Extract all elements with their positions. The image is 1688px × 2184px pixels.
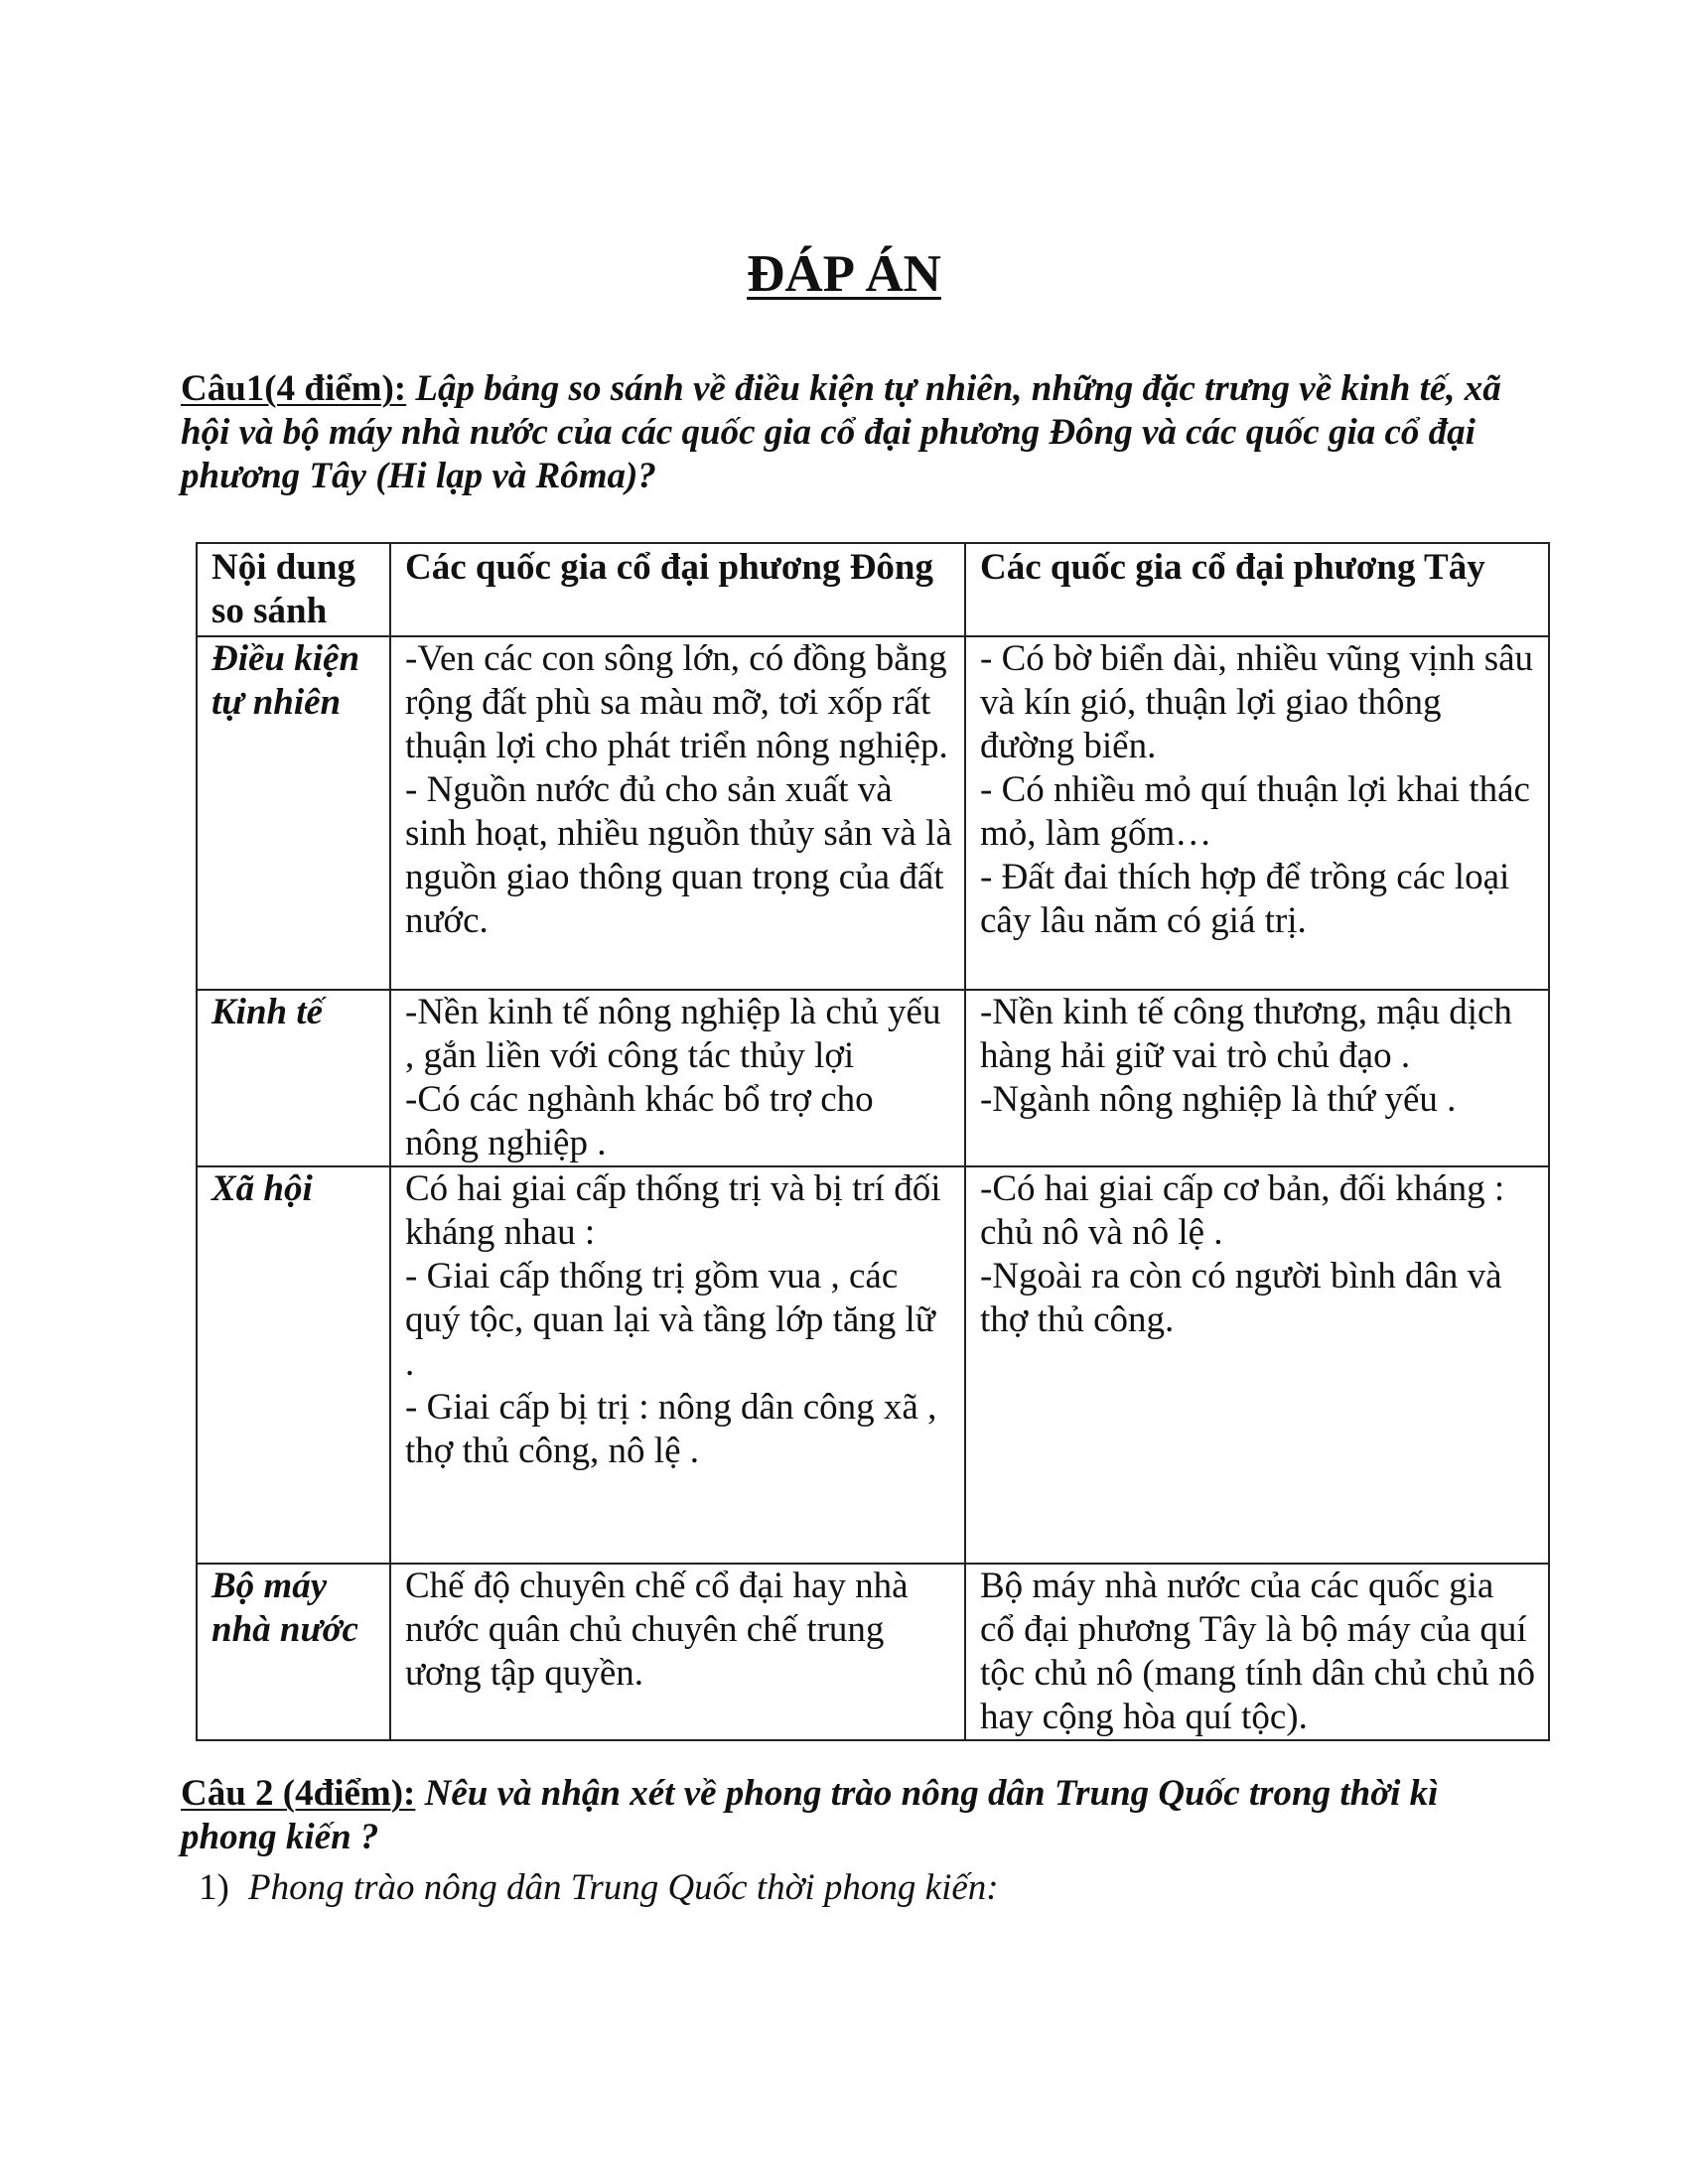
cell-text: Có hai giai cấp thống trị và bị trí đối kháng nhau : [405,1168,941,1253]
row-label-society: Xã hội [197,1166,390,1564]
cell-text: - Có nhiều mỏ quí thuận lợi khai thác mỏ, làm gốm… [980,769,1530,854]
table-header-row [197,543,1549,636]
cell-east-society [390,1166,965,1564]
cell-west-society [965,1166,1549,1564]
question-2-text: Nêu và nhận xét về phong trào nông dân Trung Quốc trong thời kì phong kiến ? [181,1773,1439,1857]
cell-east-nature [390,636,965,990]
cell-text: - Giai cấp thống trị gồm vua , các quý tộc, quan lại và tầng lớp tăng lữ . [405,1256,935,1384]
cell-west-economy [965,990,1549,1166]
cell-text: -Ngành nông nghiệp là thứ yếu . [980,1079,1457,1120]
list-item-number: 1) [199,1867,229,1908]
table-row [197,1564,1549,1740]
cell-text: -Ven các con sông lớn, có đồng bằng rộng đất phù sa màu mỡ, tơi xốp rất thuận lợi cho phát triển nông nghiệp. [405,638,948,766]
cell-text: -Nền kinh tế nông nghiệp là chủ yếu , gắn liền với công tác thủy lợi [405,992,941,1076]
list-item [199,1866,999,1910]
table-row [197,990,1549,1166]
header-west: Các quốc gia cổ đại phương Tây [965,543,1549,636]
question-2 [181,1772,1501,1859]
page-title: ĐÁP ÁN [747,245,941,303]
table-row [197,1166,1549,1564]
cell-text: -Có các nghành khác bổ trợ cho nông nghiệp . [405,1079,874,1163]
cell-west-state [965,1564,1549,1740]
header-criteria: Nội dung so sánh [197,543,390,636]
row-label-nature: Điều kiện tự nhiên [197,636,390,990]
question-2-label: Câu 2 (4điểm): [181,1773,416,1814]
row-label-state: Bộ máy nhà nước [197,1564,390,1740]
cell-east-state [390,1564,965,1740]
cell-text: -Có hai giai cấp cơ bản, đối kháng : chủ nô và nô lệ . [980,1168,1505,1253]
cell-text: - Có bờ biển dài, nhiều vũng vịnh sâu và kín gió, thuận lợi giao thông đường biển. [980,638,1534,766]
table-row [197,636,1549,990]
cell-west-nature [965,636,1549,990]
cell-text: -Nền kinh tế công thương, mậu dịch hàng hải giữ vai trò chủ đạo . [980,992,1512,1076]
row-label-economy: Kinh tế [197,990,390,1166]
cell-text: Bộ máy nhà nước của các quốc gia cổ đại phương Tây là bộ máy của quí tộc chủ nô (mang tính dân chủ chủ nô hay cộng hòa quí tộc). [980,1566,1535,1737]
cell-text: - Nguồn nước đủ cho sản xuất và sinh hoạt, nhiều nguồn thủy sản và là nguồn giao thông quan trọng của đất nước. [405,769,952,941]
question-1-text: Lập bảng so sánh về điều kiện tự nhiên, những đặc trưng về kinh tế, xã hội và bộ máy nhà nước của các quốc gia cổ đại phương Đông và các quốc gia cổ đại phương Tây (Hi lạp và Rôma)? [181,368,1501,496]
cell-text: -Ngoài ra còn có người bình dân và thợ thủ công. [980,1256,1502,1340]
cell-text: Chế độ chuyên chế cổ đại hay nhà nước quân chủ chuyên chế trung ương tập quyền. [405,1566,909,1694]
list-item-text: Phong trào nông dân Trung Quốc thời phong kiến: [248,1867,999,1908]
question-1-label: Câu1(4 điểm): [181,368,407,409]
comparison-table [196,542,1550,1741]
cell-text: - Đất đai thích hợp để trồng các loại cây lâu năm có giá trị. [980,857,1510,941]
cell-east-economy [390,990,965,1166]
question-1 [181,367,1501,498]
cell-text: - Giai cấp bị trị : nông dân công xã , thợ thủ công, nô lệ . [405,1387,937,1471]
header-east: Các quốc gia cổ đại phương Đông [390,543,965,636]
